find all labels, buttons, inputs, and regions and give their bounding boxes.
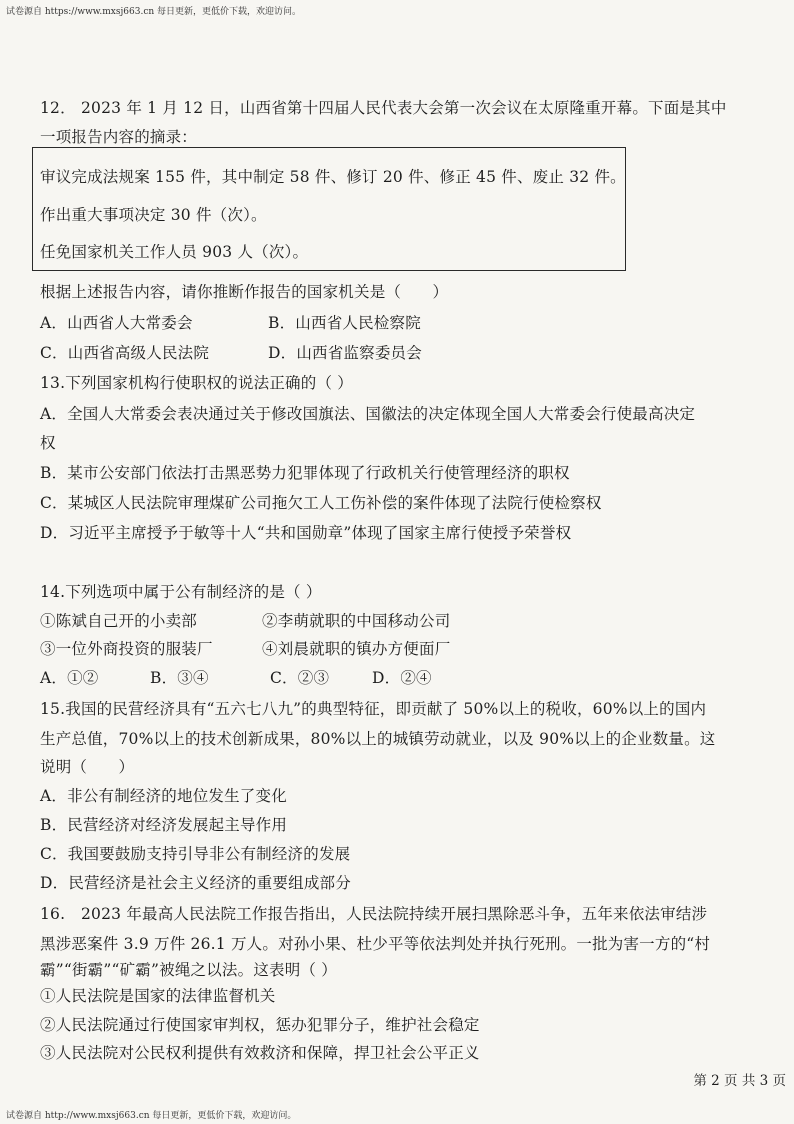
q12-option-c: C．山西省高级人民法院 xyxy=(40,344,210,362)
q12-excerpt-line: 任免国家机关工作人员 903 人（次）。 xyxy=(40,243,309,261)
q15-option-a: A．非公有制经济的地位发生了变化 xyxy=(40,787,287,805)
q16-stem-line3: 霸”“街霸”“矿霸”被绳之以法。这表明（ ） xyxy=(40,961,337,979)
q15-stem-line2: 生产总值，70%以上的技术创新成果，80%以上的城镇劳动就业，以及 90%以上的企业数量。这 xyxy=(40,730,716,748)
q16-item-1: ①人民法院是国家的法律监督机关 xyxy=(40,987,276,1005)
q12-prompt: 根据上述报告内容，请你推断作报告的国家机关是（ ） xyxy=(40,283,449,301)
q14-option-d: D．②④ xyxy=(372,669,432,687)
q13-option-a: A．全国人大常委会表决通过关于修改国旗法、国徽法的决定体现全国人大常委会行使最高决定 xyxy=(40,405,696,423)
q14-option-b: B．③④ xyxy=(150,669,209,687)
q12-stem-line2: 一项报告内容的摘录： xyxy=(40,128,198,146)
q12-excerpt-line: 审议完成法规案 155 件，其中制定 58 件、修订 20 件、修正 45 件、废止 32 件。 xyxy=(40,168,626,186)
q14-stem: 14.下列选项中属于公有制经济的是（ ） xyxy=(40,583,322,601)
q14-option-c: C．②③ xyxy=(270,669,330,687)
page-number: 第 2 页 共 3 页 xyxy=(693,1073,786,1089)
q12-stem-line1: 12． 2023 年 1 月 12 日，山西省第十四届人民代表大会第一次会议在太原隆重开幕。下面是其中 xyxy=(40,99,727,117)
q14-item-3: ③一位外商投资的服装厂 xyxy=(40,640,213,658)
q12-option-d: D．山西省监察委员会 xyxy=(268,344,422,362)
q16-stem-line1: 16. 2023 年最高人民法院工作报告指出，人民法院持续开展扫黑除恶斗争，五年来依法审结涉 xyxy=(40,905,708,923)
q15-option-c: C．我国要鼓励支持引导非公有制经济的发展 xyxy=(40,845,351,863)
q14-item-2: ②李萌就职的中国移动公司 xyxy=(262,612,451,630)
q12-option-b: B．山西省人民检察院 xyxy=(268,314,421,332)
q13-option-c: C．某城区人民法院审理煤矿公司拖欠工人工伤补偿的案件体现了法院行使检察权 xyxy=(40,494,602,512)
source-header: 试卷源自 https://www.mxsj663.cn 每日更新，更低价下载，欢迎访问。 xyxy=(6,7,302,17)
q15-stem-line1: 15.我国的民营经济具有“五六七八九”的典型特征，即贡献了 50%以上的税收，60%以上的国内 xyxy=(40,700,707,718)
q13-stem: 13.下列国家机构行使职权的说法正确的（ ） xyxy=(40,374,353,392)
q14-option-a: A．①② xyxy=(40,669,99,687)
q16-item-3: ③人民法院对公民权利提供有效救济和保障，捍卫社会公平正义 xyxy=(40,1044,480,1062)
q13-option-a-cont: 权 xyxy=(40,434,56,452)
source-footer: 试卷源自 http://www.mxsj663.cn 每日更新，更低价下载，欢迎访问。 xyxy=(6,1111,297,1121)
q15-option-d: D．民营经济是社会主义经济的重要组成部分 xyxy=(40,874,351,892)
q14-item-4: ④刘晨就职的镇办方便面厂 xyxy=(262,640,451,658)
q15-stem-line3: 说明（ ） xyxy=(40,758,135,776)
q16-item-2: ②人民法院通过行使国家审判权，惩办犯罪分子，维护社会稳定 xyxy=(40,1016,480,1034)
q13-option-b: B．某市公安部门依法打击黑恶势力犯罪体现了行政机关行使管理经济的职权 xyxy=(40,464,570,482)
q13-option-d: D．习近平主席授予于敏等十人“共和国勋章”体现了国家主席行使授予荣誉权 xyxy=(40,524,572,542)
q12-option-a: A．山西省人大常委会 xyxy=(40,314,193,332)
q15-option-b: B．民营经济对经济发展起主导作用 xyxy=(40,816,288,834)
q14-item-1: ①陈斌自己开的小卖部 xyxy=(40,612,198,630)
q16-stem-line2: 黑涉恶案件 3.9 万件 26.1 万人。对孙小果、杜少平等依法判处并执行死刑。一批为害一方的“村 xyxy=(40,935,711,953)
q12-excerpt-line: 作出重大事项决定 30 件（次）。 xyxy=(40,206,267,224)
